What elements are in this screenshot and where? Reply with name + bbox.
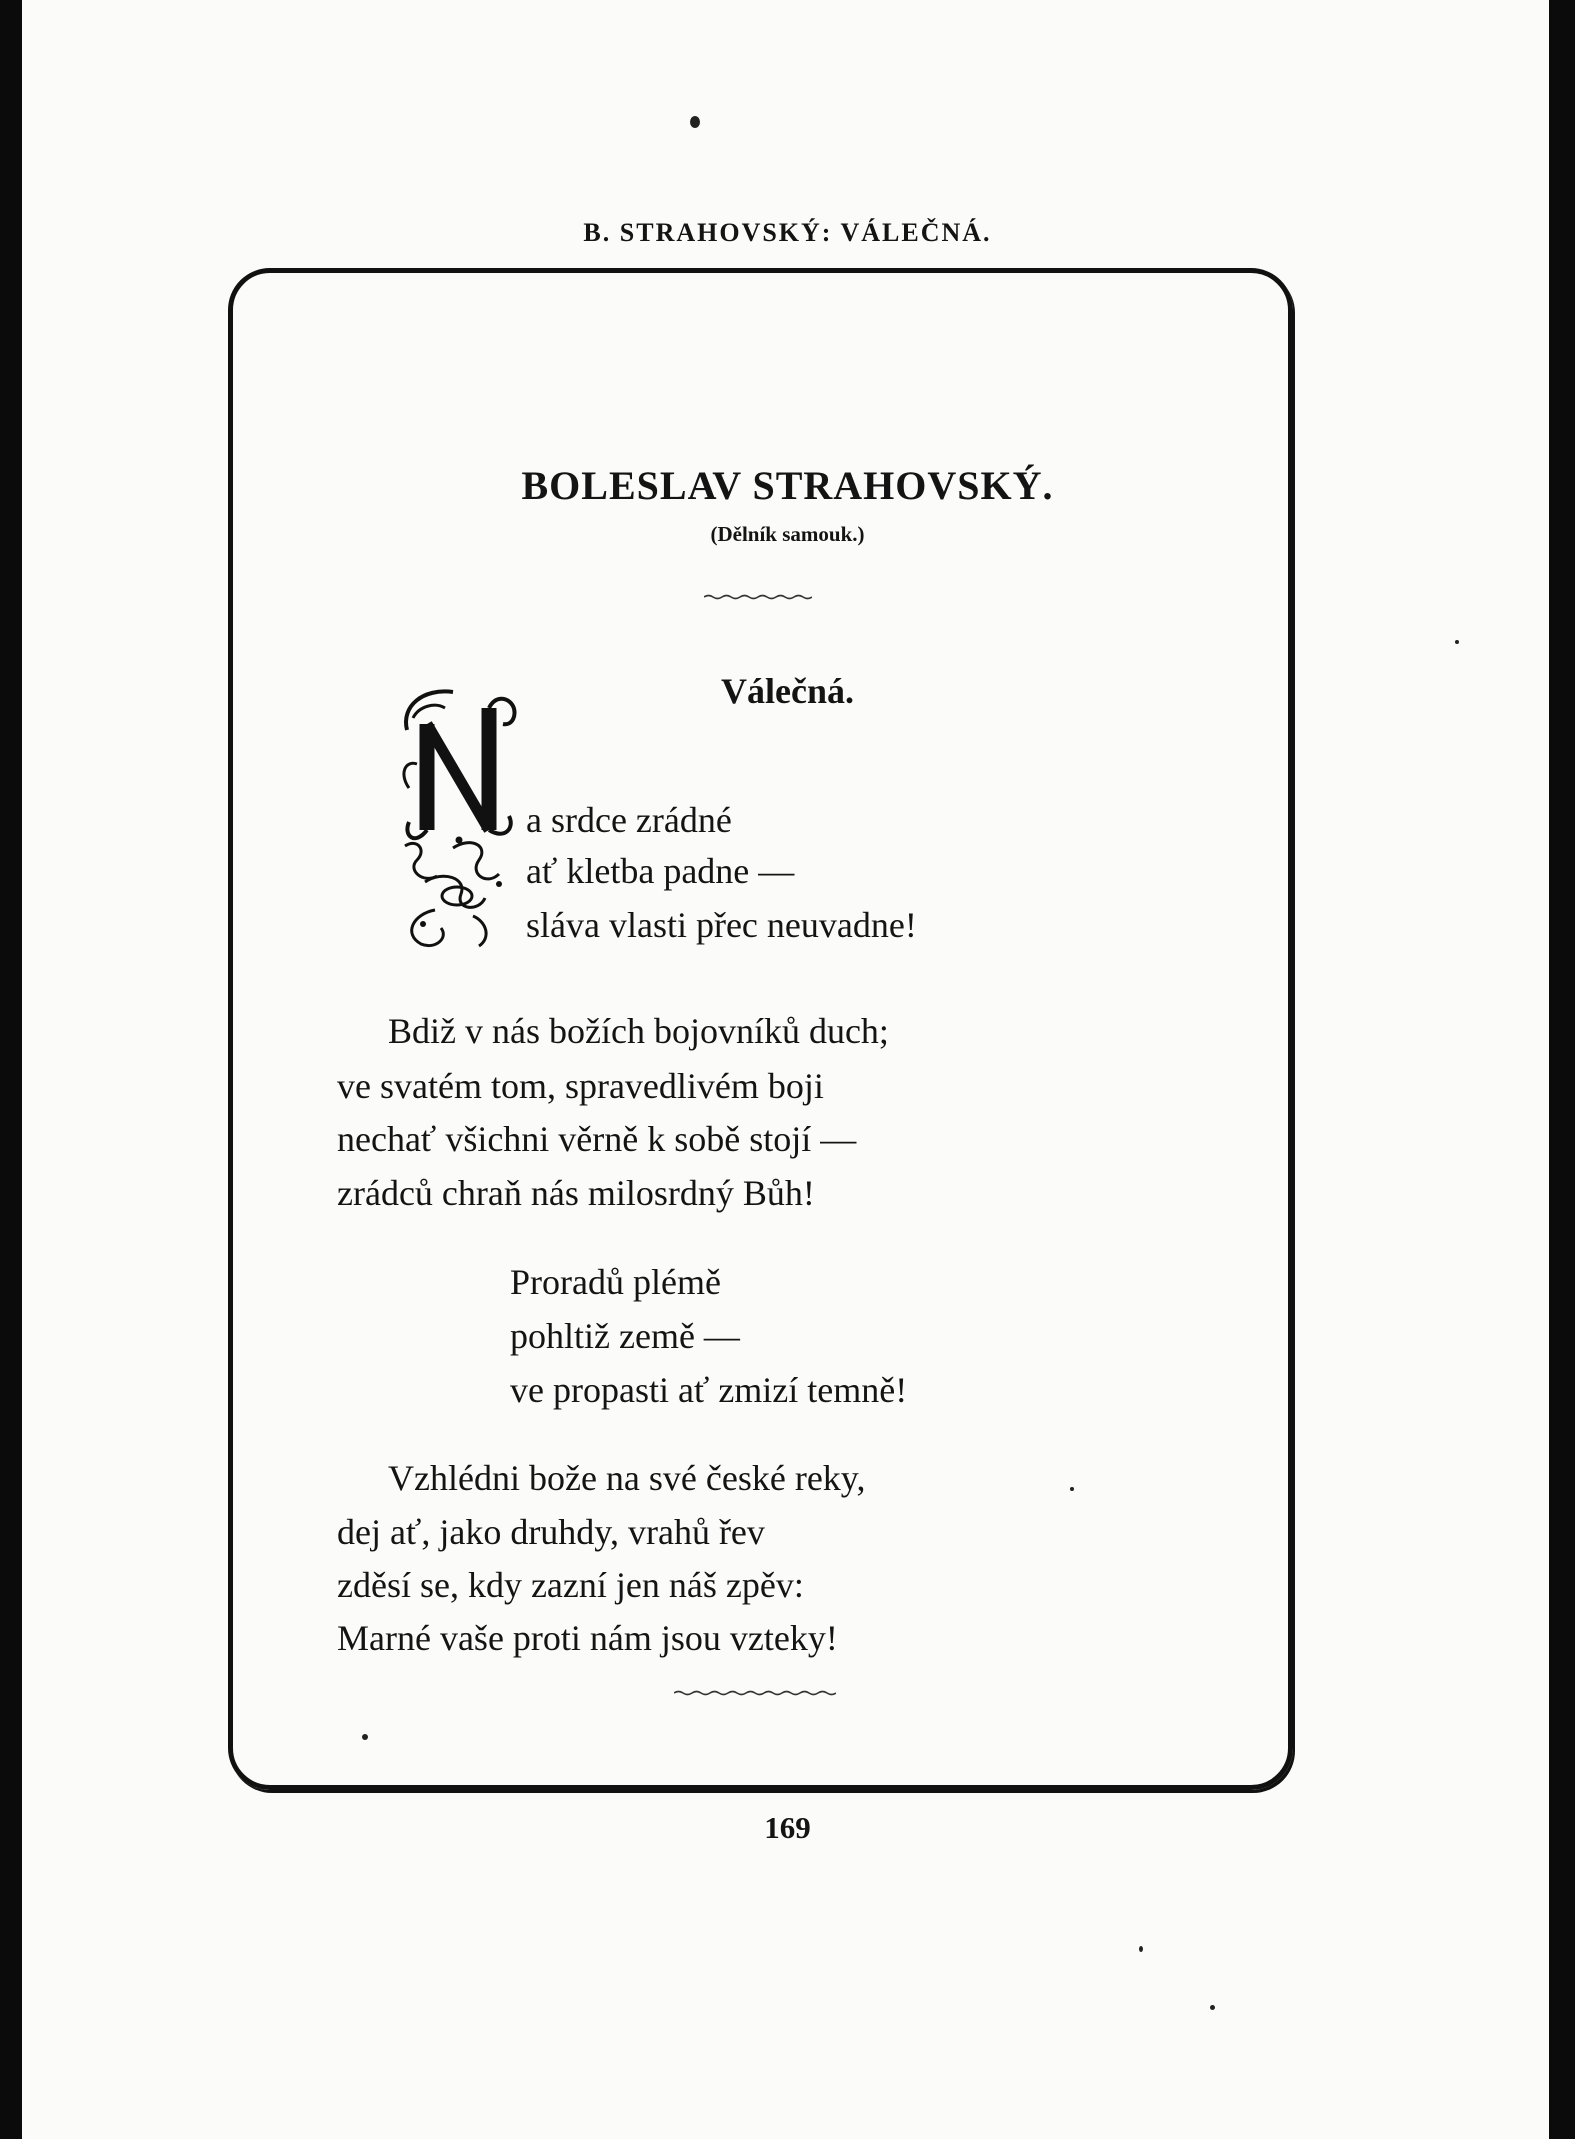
poem-line: Marné vaše proti nám jsou vzteky! — [337, 1618, 838, 1658]
author-name: BOLESLAV STRAHOVSKÝ. — [521, 463, 1054, 508]
poem-line: Bdiž v nás božích bojovníků duch; — [388, 1011, 889, 1051]
poem-line: ve svatém tom, spravedlivém boji — [337, 1066, 824, 1106]
poem-line: Vzhlédni bože na své české reky, — [388, 1458, 866, 1498]
poem-line: Proradů plémě — [510, 1262, 721, 1302]
poem-line: ať kletba padne — — [526, 851, 795, 891]
running-head: B. STRAHOVSKÝ: VÁLEČNÁ. — [583, 218, 992, 247]
poem-line: dej ať, jako druhdy, vrahů řev — [337, 1512, 765, 1552]
author-note: (Dělník samouk.) — [710, 522, 865, 546]
ornament-rule-bottom — [674, 1690, 836, 1696]
poem-line: ve propasti ať zmizí temně! — [510, 1370, 908, 1410]
poem-line: sláva vlasti přec neuvadne! — [526, 905, 917, 945]
poem-line: zrádců chraň nás milosrdný Bůh! — [337, 1173, 815, 1213]
poem-line: nechať všichni věrně k sobě stojí — — [337, 1119, 857, 1159]
poem-title: Válečná. — [721, 671, 854, 711]
ornament-rule-top — [704, 594, 812, 600]
page-number: 169 — [764, 1810, 811, 1845]
ink-speck — [1455, 640, 1459, 644]
poem-line: zděsí se, kdy zazní jen náš zpěv: — [337, 1565, 804, 1605]
poem-line: pohltiž země — — [510, 1316, 740, 1356]
ink-speck — [690, 116, 700, 128]
drop-cap-ornament — [395, 688, 525, 968]
ink-speck — [1139, 1946, 1143, 1952]
poem-line: a srdce zrádné — [526, 800, 732, 840]
ink-speck — [1210, 2005, 1215, 2010]
